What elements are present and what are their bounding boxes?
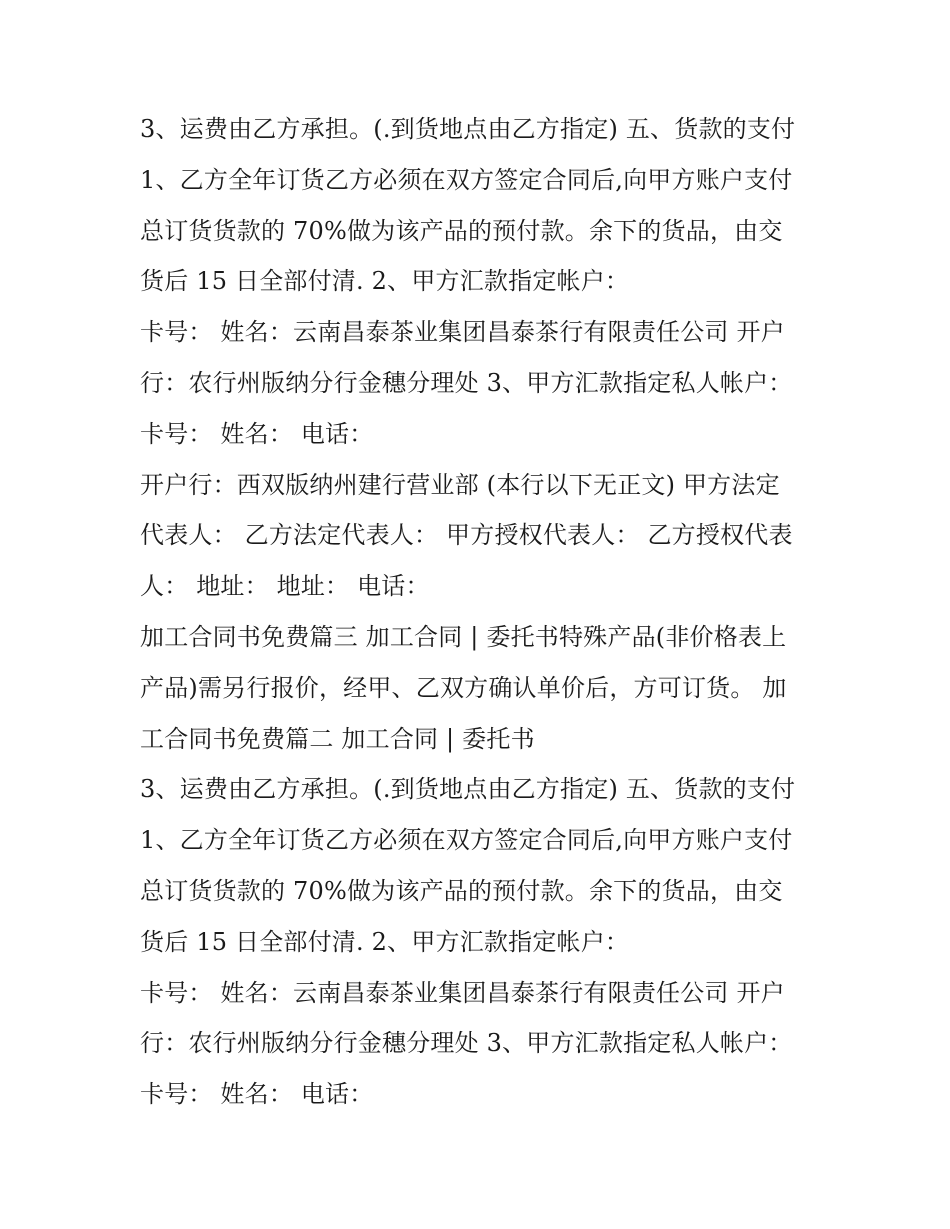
text-line: 总订货货款的 70%做为该产品的预付款。余下的货品，由交	[140, 876, 783, 905]
text-line: 货后 15 日全部付清. 2、甲方汇款指定帐户：	[140, 927, 630, 956]
text-line: 1、乙方全年订货乙方必须在双方签定合同后,向甲方账户支付	[140, 165, 793, 194]
text-line: 1、乙方全年订货乙方必须在双方签定合同后,向甲方账户支付	[140, 826, 793, 855]
text-line: 3、运费由乙方承担。(.到货地点由乙方指定) 五、货款的支付	[140, 775, 796, 804]
text-line: 开户行：西双版纳州建行营业部 (本行以下无正文) 甲方法定	[140, 470, 780, 499]
text-line: 卡号： 姓名：云南昌泰茶业集团昌泰茶行有限责任公司 开户	[140, 318, 785, 347]
text-line: 人： 地址： 地址： 电话：	[140, 572, 430, 601]
text-line: 行：农行州版纳分行金穗分理处 3、甲方汇款指定私人帐户：	[140, 368, 793, 397]
text-line: 货后 15 日全部付清. 2、甲方汇款指定帐户：	[140, 267, 630, 296]
text-line: 卡号： 姓名： 电话：	[140, 419, 374, 448]
text-line: 3、运费由乙方承担。(.到货地点由乙方指定) 五、货款的支付	[140, 115, 796, 143]
text-line: 卡号： 姓名： 电话：	[140, 1080, 374, 1109]
text-line: 行：农行州版纳分行金穗分理处 3、甲方汇款指定私人帐户：	[140, 1029, 793, 1058]
text-line: 加工合同书免费篇三 加工合同 | 委托书特殊产品(非价格表上	[140, 622, 787, 651]
text-line: 工合同书免费篇二 加工合同 | 委托书	[140, 724, 535, 753]
text-line: 总订货货款的 70%做为该产品的预付款。余下的货品，由交	[140, 216, 783, 245]
text-line: 卡号： 姓名：云南昌泰茶业集团昌泰茶行有限责任公司 开户	[140, 978, 785, 1007]
text-line: 代表人： 乙方法定代表人： 甲方授权代表人： 乙方授权代表	[140, 521, 793, 550]
document-body	[140, 104, 820, 1120]
text-line: 产品)需另行报价，经甲、乙双方确认单价后，方可订货。 加	[140, 673, 787, 702]
